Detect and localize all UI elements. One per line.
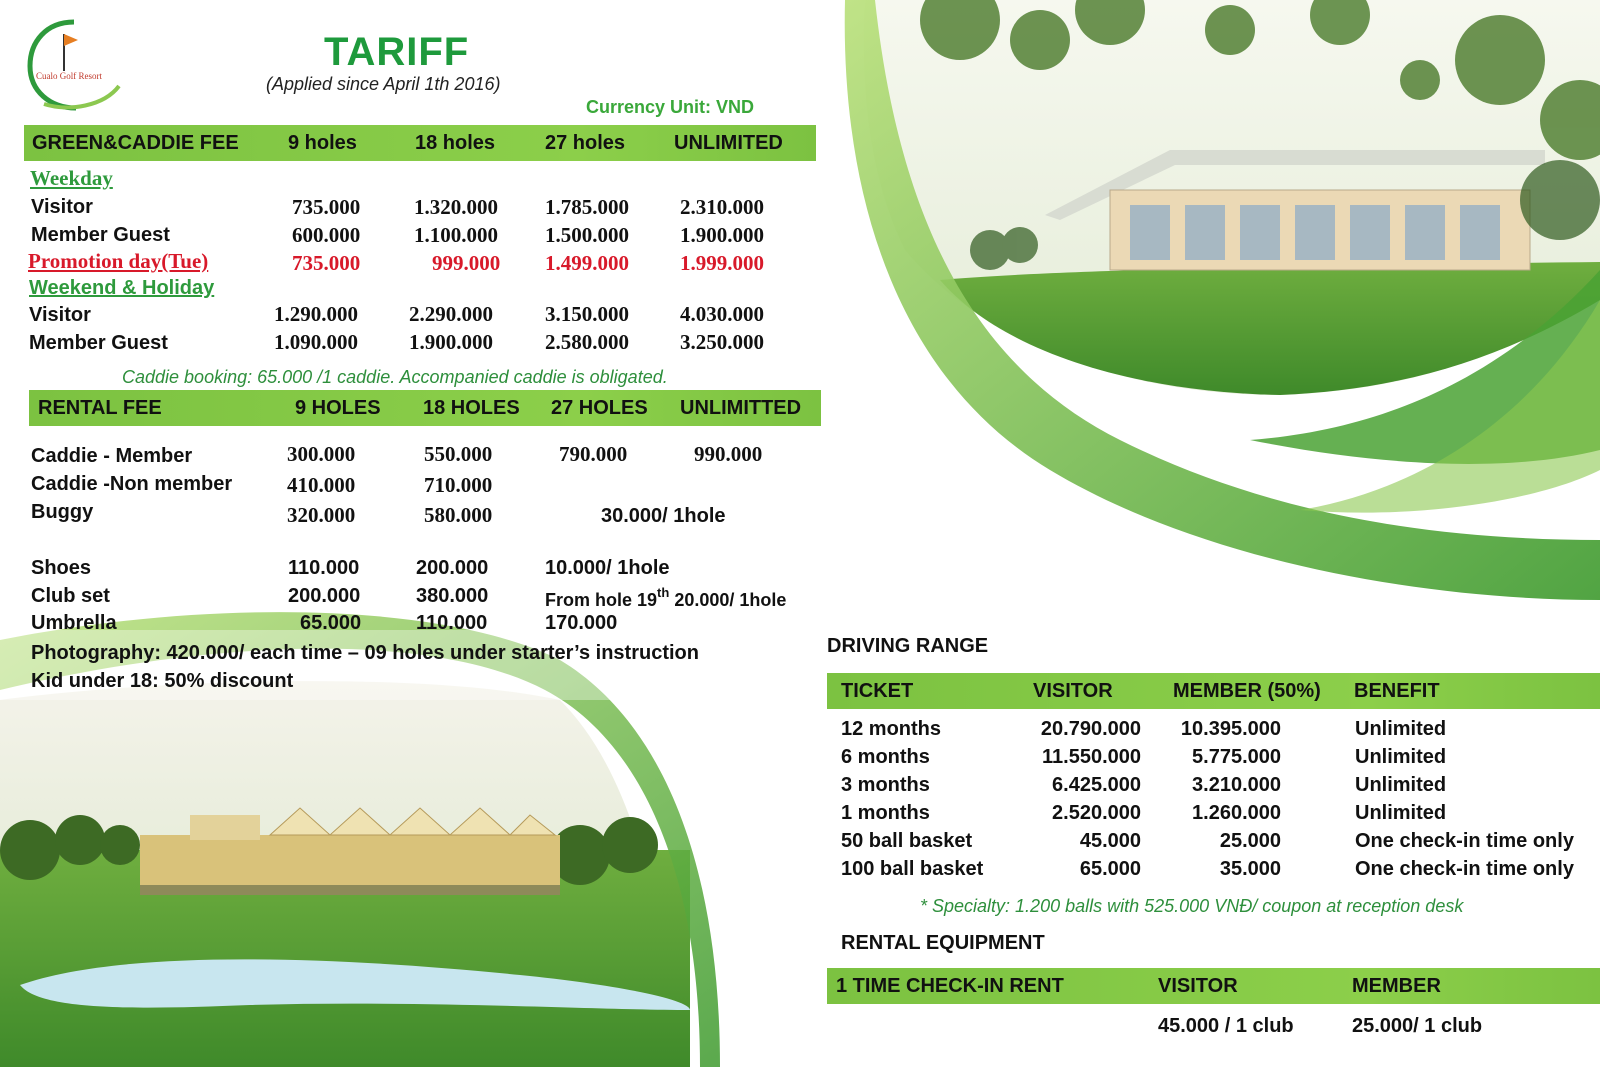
resort-logo xyxy=(24,16,124,111)
rental-cell: 65.000 xyxy=(300,612,362,634)
extra-sup: th xyxy=(657,585,670,600)
ticket-cell: 100 ball basket xyxy=(841,858,984,880)
specialty-note: * Specialty: 1.200 balls with 525.000 VNĐ/ coupon at reception desk xyxy=(920,896,1464,916)
caddie-note: Caddie booking: 65.000 /1 caddie. Accompanied caddie is obligated. xyxy=(122,367,668,387)
logo-text: Cualo Golf Resort xyxy=(36,71,102,81)
member-cell: 1.260.000 xyxy=(1192,802,1281,824)
rental-fee-header xyxy=(29,390,821,426)
rental-cell: 990.000 xyxy=(694,442,763,466)
row-label: Caddie - Member xyxy=(31,445,193,467)
photography-note: Photography: 420.000/ each time – 09 holes under starter’s instruction xyxy=(31,642,699,664)
rental-extra: 170.000 xyxy=(545,612,618,634)
col-header-18-holes: 18 HOLES xyxy=(423,397,520,419)
col-header-benefit: BENEFIT xyxy=(1354,680,1440,702)
rental-cell: 790.000 xyxy=(559,442,628,466)
driving-range-header xyxy=(827,673,1600,709)
fee-cell: 2.310.000 xyxy=(680,195,764,219)
fee-cell: 1.290.000 xyxy=(274,302,358,326)
ticket-cell: 1 months xyxy=(841,802,930,824)
section-weekday: Weekday xyxy=(30,166,113,190)
section-weekend-holiday: Weekend & Holiday xyxy=(29,277,215,299)
row-label: Member Guest xyxy=(29,332,168,354)
col-header-27-holes: 27 holes xyxy=(545,132,626,154)
col-header-visitor: VISITOR xyxy=(1158,975,1238,997)
ticket-cell: 50 ball basket xyxy=(841,830,973,852)
row-label: Shoes xyxy=(31,557,92,579)
kid-discount-note: Kid under 18: 50% discount xyxy=(31,670,294,692)
col-header-ticket: TICKET xyxy=(841,680,914,702)
rental-cell: 300.000 xyxy=(287,442,356,466)
fee-cell: 1.320.000 xyxy=(414,195,498,219)
rental-cell: 320.000 xyxy=(287,503,356,527)
green-fee-header xyxy=(24,125,816,161)
rental-equipment-title: RENTAL EQUIPMENT xyxy=(841,932,1045,954)
fee-cell: 735.000 xyxy=(292,251,361,275)
col-header-9-holes: 9 HOLES xyxy=(295,397,381,419)
rental-cell: 110.000 xyxy=(416,612,488,634)
col-header-green-fee: GREEN&CADDIE FEE xyxy=(32,132,239,154)
member-cell: 35.000 xyxy=(1219,858,1281,880)
page-title: TARIFF xyxy=(324,30,470,74)
member-cell: 25.000 xyxy=(1219,830,1281,852)
fee-cell: 1.090.000 xyxy=(274,330,358,354)
rental-cell: 550.000 xyxy=(424,442,493,466)
fee-cell: 2.290.000 xyxy=(409,302,493,326)
rental-extra: 10.000/ 1hole xyxy=(545,557,670,579)
fee-cell: 3.250.000 xyxy=(680,330,764,354)
col-header-unlimited: UNLIMITED xyxy=(674,132,783,154)
member-cell: 25.000/ 1 club xyxy=(1352,1015,1483,1037)
fee-cell: 4.030.000 xyxy=(680,302,764,326)
visitor-cell: 6.425.000 xyxy=(1052,774,1141,796)
benefit-cell: Unlimited xyxy=(1355,802,1447,824)
col-header-18-holes: 18 holes xyxy=(415,132,496,154)
benefit-cell: One check-in time only xyxy=(1355,858,1574,880)
extra-post: 20.000/ 1hole xyxy=(669,590,787,610)
extra-pre: From hole 19 xyxy=(545,590,658,610)
rental-extra: 30.000/ 1hole xyxy=(601,505,726,527)
rental-cell: 710.000 xyxy=(424,473,493,497)
row-label: Visitor xyxy=(29,304,91,326)
fee-cell: 2.580.000 xyxy=(545,330,629,354)
row-label: Caddie -Non member xyxy=(31,473,233,495)
fee-cell: 1.499.000 xyxy=(545,251,629,275)
visitor-cell: 45.000 xyxy=(1079,830,1141,852)
col-header-rental-fee: RENTAL FEE xyxy=(38,397,162,419)
col-header-unlimitted: UNLIMITTED xyxy=(680,397,802,419)
benefit-cell: Unlimited xyxy=(1355,718,1447,740)
row-label: Buggy xyxy=(31,501,94,523)
fee-cell: 1.900.000 xyxy=(409,330,493,354)
col-header-9-holes: 9 holes xyxy=(288,132,357,154)
rental-cell: 580.000 xyxy=(424,503,493,527)
visitor-cell: 65.000 xyxy=(1079,858,1141,880)
col-header-check-in-rent: 1 TIME CHECK-IN RENT xyxy=(836,975,1064,997)
col-header-member: MEMBER (50%) xyxy=(1173,680,1321,702)
visitor-cell: 11.550.000 xyxy=(1042,746,1141,768)
rental-cell: 110.000 xyxy=(288,557,360,579)
member-cell: 3.210.000 xyxy=(1192,774,1281,796)
rental-cell: 410.000 xyxy=(287,473,356,497)
row-label: Member Guest xyxy=(31,224,170,246)
ticket-cell: 6 months xyxy=(841,746,930,768)
benefit-cell: Unlimited xyxy=(1355,746,1447,768)
row-label: Promotion day(Tue) xyxy=(28,249,209,273)
fee-cell: 1.900.000 xyxy=(680,223,764,247)
rental-extra xyxy=(545,587,786,611)
fee-cell: 1.100.000 xyxy=(414,223,498,247)
benefit-cell: Unlimited xyxy=(1355,774,1447,796)
visitor-cell: 20.790.000 xyxy=(1040,718,1141,740)
page-subtitle: (Applied since April 1th 2016) xyxy=(266,74,501,94)
fee-cell: 600.000 xyxy=(292,223,361,247)
rental-equipment-header xyxy=(827,968,1600,1004)
ticket-cell: 12 months xyxy=(841,718,942,740)
row-label: Visitor xyxy=(31,196,93,218)
fee-cell: 999.000 xyxy=(432,251,501,275)
fee-cell: 1.500.000 xyxy=(545,223,629,247)
visitor-cell: 2.520.000 xyxy=(1052,802,1141,824)
member-cell: 10.395.000 xyxy=(1180,718,1281,740)
ticket-cell: 3 months xyxy=(841,774,930,796)
row-label: Umbrella xyxy=(31,612,117,634)
rental-cell: 200.000 xyxy=(416,557,489,579)
col-header-member: MEMBER xyxy=(1352,975,1441,997)
row-label: Club set xyxy=(31,585,110,607)
clubhouse-photo xyxy=(0,681,690,1067)
member-cell: 5.775.000 xyxy=(1192,746,1281,768)
benefit-cell: One check-in time only xyxy=(1355,830,1574,852)
rental-cell: 200.000 xyxy=(288,585,361,607)
fee-cell: 3.150.000 xyxy=(545,302,629,326)
rental-cell: 380.000 xyxy=(416,585,489,607)
col-header-27-holes: 27 HOLES xyxy=(551,397,648,419)
visitor-cell: 45.000 / 1 club xyxy=(1158,1015,1294,1037)
fee-cell: 1.785.000 xyxy=(545,195,629,219)
col-header-visitor: VISITOR xyxy=(1033,680,1113,702)
fee-cell: 735.000 xyxy=(292,195,361,219)
fee-cell: 1.999.000 xyxy=(680,251,764,275)
currency-unit: Currency Unit: VND xyxy=(586,97,755,117)
driving-range-title: DRIVING RANGE xyxy=(827,635,989,657)
